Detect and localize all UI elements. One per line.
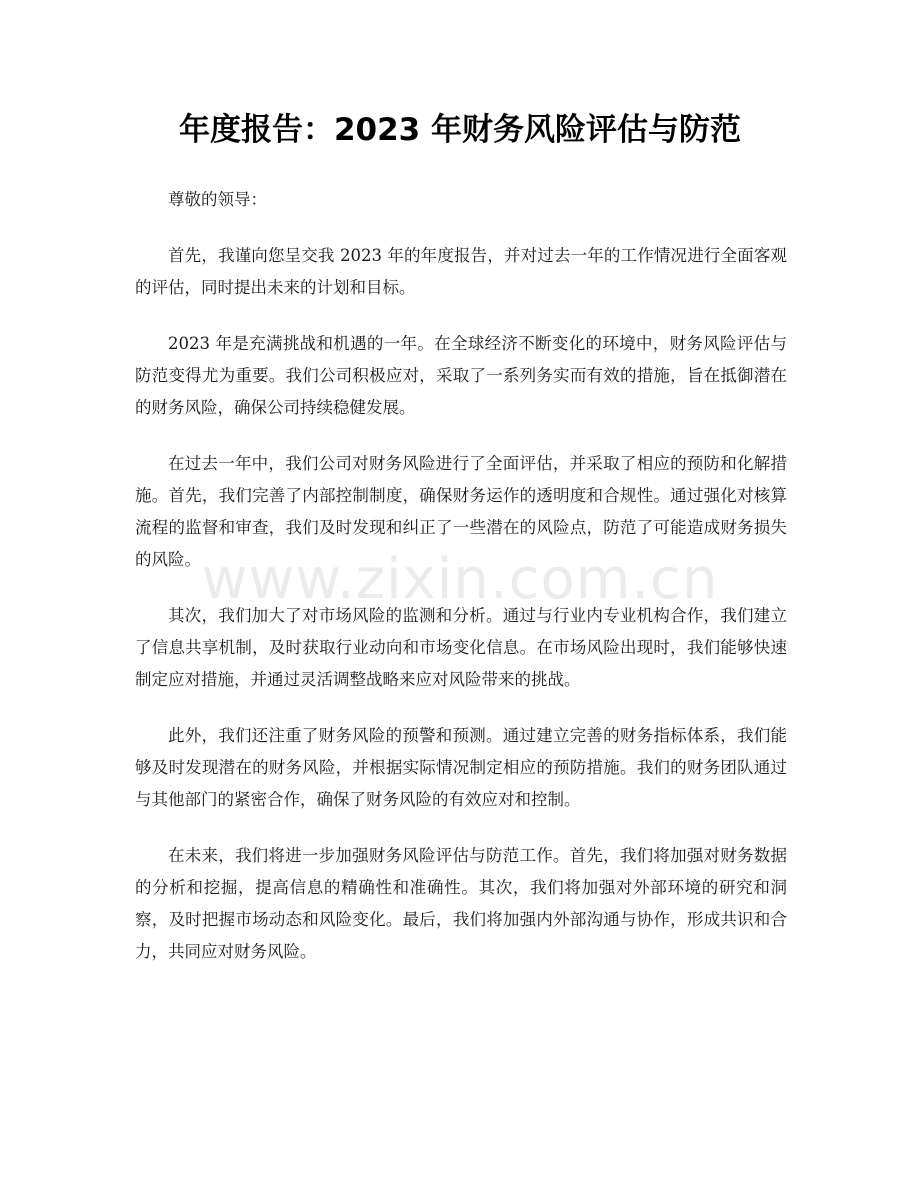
paragraph-2: 2023 年是充满挑战和机遇的一年。在全球经济不断变化的环境中，财务风险评估与防范变得尤为重要。我们公司积极应对，采取了一系列务实而有效的措施，旨在抵御潜在的财务风险，确保公司持续稳健发展。 (135, 334, 787, 417)
paragraph-6: 在未来，我们将进一步加强财务风险评估与防范工作。首先，我们将加强对财务数据的分析和挖掘，提高信息的精确性和准确性。其次，我们将加强对外部环境的研究和洞察，及时把握市场动态和风险变化。最后，我们将加强内外部沟通与协作，形成共识和合力，共同应对财务风险。 (135, 846, 787, 961)
paragraph-3: 在过去一年中，我们公司对财务风险进行了全面评估，并采取了相应的预防和化解措施。首先，我们完善了内部控制制度，确保财务运作的透明度和合规性。通过强化对核算流程的监督和审查，我们及时发现和纠正了一些潜在的风险点，防范了可能造成财务损失的风险。 (135, 454, 787, 569)
paragraph-5: 此外，我们还注重了财务风险的预警和预测。通过建立完善的财务指标体系，我们能够及时发现潜在的财务风险，并根据实际情况制定相应的预防措施。我们的财务团队通过与其他部门的紧密合作，确保了财务风险的有效应对和控制。 (135, 726, 787, 809)
paragraph-4: 其次，我们加大了对市场风险的监测和分析。通过与行业内专业机构合作，我们建立了信息共享机制，及时获取行业动向和市场变化信息。在市场风险出现时，我们能够快速制定应对措施，并通过灵活调整战略来应对风险带来的挑战。 (135, 606, 787, 689)
salutation: 尊敬的领导： (168, 190, 267, 209)
paragraph-1: 首先，我谨向您呈交我 2023 年的年度报告，并对过去一年的工作情况进行全面客观的评估，同时提出未来的计划和目标。 (135, 246, 787, 297)
watermark: www.zixin.com.cn (201, 547, 719, 612)
document-body (135, 184, 787, 992)
document-title: 年度报告：2023 年财务风险评估与防范 (178, 112, 742, 148)
